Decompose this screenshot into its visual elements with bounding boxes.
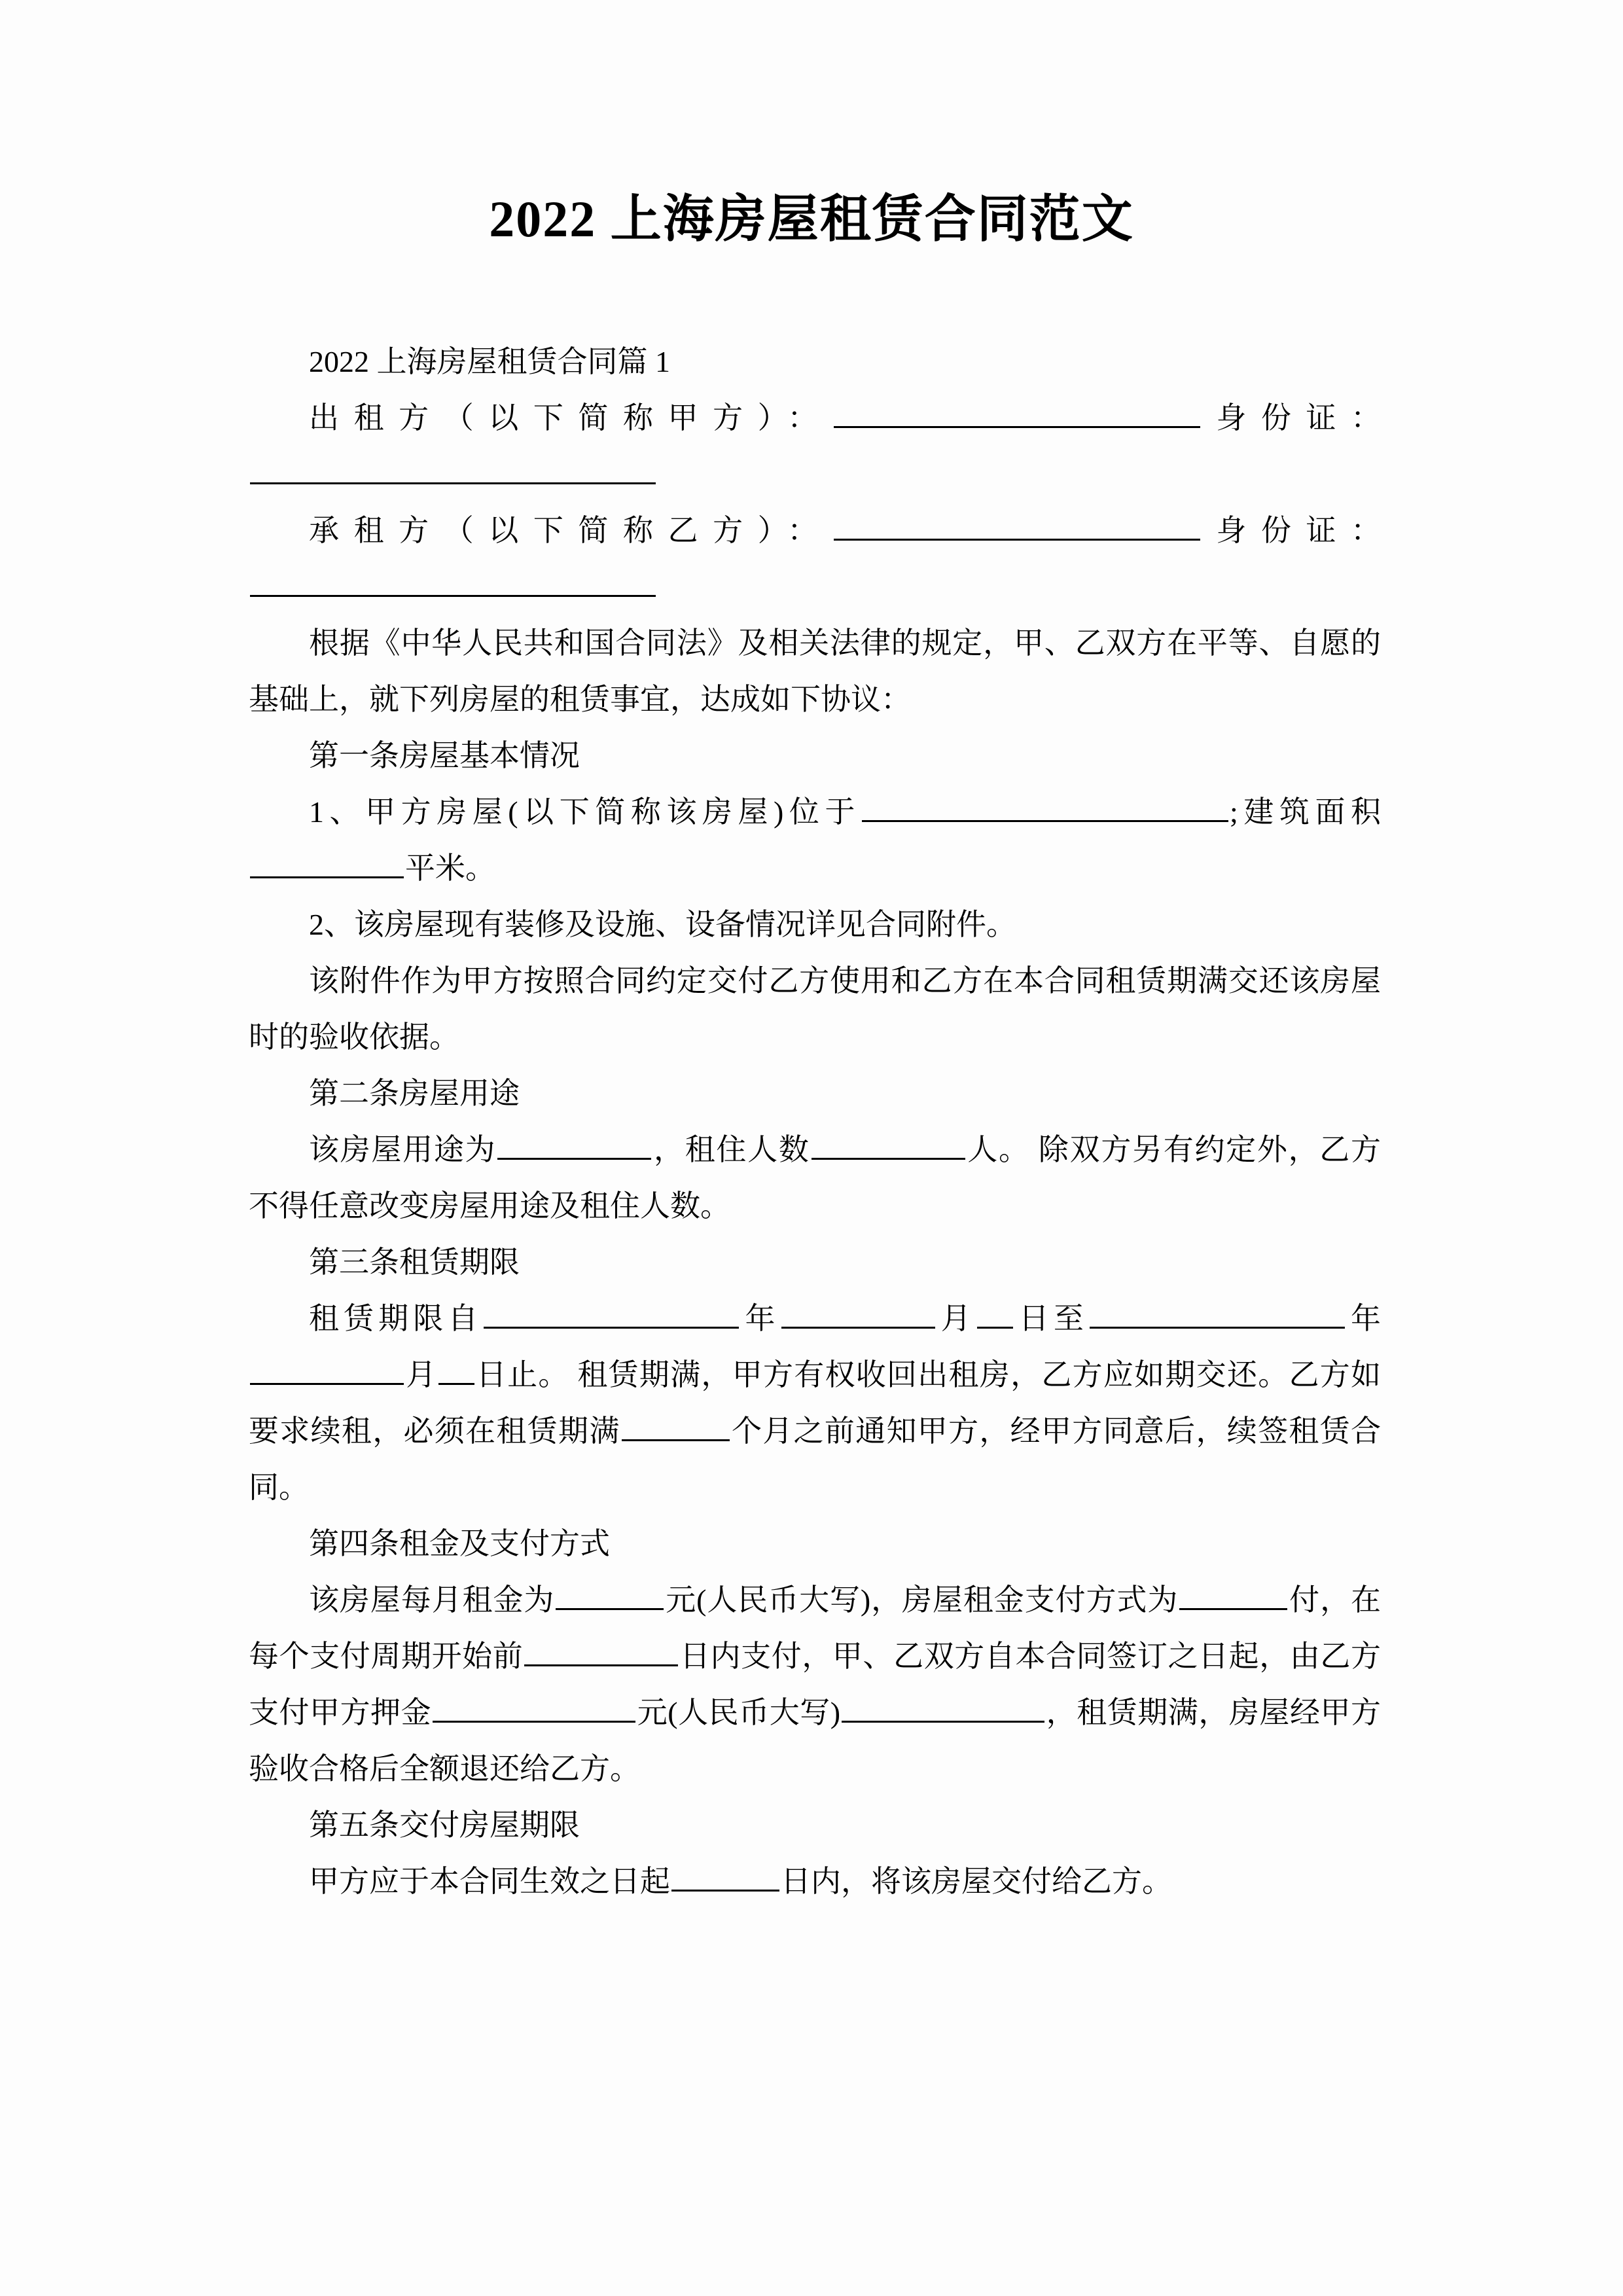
- lessee-label: 承租方（以下简称乙方）：: [309, 513, 832, 547]
- article-1-item-1: [249, 784, 1381, 897]
- property-location-blank[interactable]: [862, 790, 1228, 822]
- lessor-id-blank[interactable]: [250, 452, 656, 484]
- occupant-count-blank[interactable]: [812, 1128, 965, 1160]
- article-3-text-a: 租赁期限自: [309, 1301, 483, 1335]
- article-3-text-h: 个月之前通知甲方，经甲方同意后，续签租赁合同。: [249, 1414, 1382, 1504]
- article-4-text-a: 该房屋每月租金为: [309, 1583, 555, 1617]
- article-1-item-2: [249, 897, 1381, 953]
- subtitle-text: 2022 上海房屋租赁合同篇 1: [309, 344, 670, 378]
- article-2-body: [249, 1122, 1381, 1234]
- lessor-id-blank-line: [249, 446, 1381, 503]
- article-1-item-2-text: 2、该房屋现有装修及设施、设备情况详见合同附件。: [309, 907, 1016, 941]
- article-5-heading-text: 第五条交付房屋期限: [309, 1808, 580, 1842]
- article-3-text-b: 年: [740, 1301, 780, 1335]
- delivery-days-blank[interactable]: [671, 1859, 779, 1892]
- lessee-id-blank[interactable]: [250, 565, 656, 597]
- article-2-heading: [249, 1066, 1381, 1122]
- article-3-text-c: 月: [936, 1301, 976, 1335]
- subtitle-line: [249, 334, 1381, 390]
- article-3-text-d: 日至: [1014, 1301, 1088, 1335]
- article-3-text-e: 年: [1346, 1301, 1382, 1335]
- article-4-heading-text: 第四条租金及支付方式: [309, 1526, 610, 1560]
- lease-start-year-blank[interactable]: [484, 1297, 739, 1329]
- lessor-line: [249, 390, 1381, 446]
- article-4-body: [249, 1572, 1381, 1797]
- article-1-item-1-text-a: 1、甲方房屋(以下简称该房屋)位于: [309, 795, 861, 829]
- deposit-amount-blank[interactable]: [433, 1691, 635, 1723]
- page-title: 2022 上海房屋租赁合同范文: [489, 190, 1134, 247]
- lessor-label: 出租方（以下简称甲方）：: [309, 401, 832, 435]
- article-2-text-c: 人。 除双方另有约定外，乙方不得任意改变房屋用途及租住人数。: [249, 1132, 1382, 1223]
- lease-start-day-blank[interactable]: [977, 1297, 1013, 1329]
- article-2-text-a: 该房屋用途为: [309, 1132, 497, 1166]
- article-1-item-2-note-text: 该附件作为甲方按照合同约定交付乙方使用和乙方在本合同租赁期满交还该房屋时的验收依据。: [249, 963, 1381, 1054]
- article-3-heading: [249, 1234, 1381, 1291]
- deposit-amount-words-blank[interactable]: [842, 1691, 1044, 1723]
- lease-end-year-blank[interactable]: [1090, 1297, 1345, 1329]
- article-4-text-e: 元(人民币大写): [637, 1695, 841, 1729]
- article-3-body: [249, 1291, 1381, 1516]
- article-3-text-g: 日止。 租赁期满，甲方有权收回出租房，乙方应如期交还。乙方如要求续租，必须在租赁期满: [249, 1357, 1381, 1448]
- article-2-text-b: ，租住人数: [652, 1132, 810, 1166]
- lease-end-month-blank[interactable]: [250, 1353, 404, 1385]
- preamble-paragraph: [249, 615, 1381, 728]
- preamble-text: 根据《中华人民共和国合同法》及相关法律的规定，甲、乙双方在平等、自愿的基础上，就下列房屋的租赁事宜，达成如下协议：: [249, 626, 1381, 716]
- article-4-text-f: ，租赁期满，房屋经甲方验收合格后全额退还给乙方。: [249, 1695, 1382, 1785]
- article-1-heading: [249, 728, 1381, 784]
- article-1-item-1-text-b: ;建筑面积: [1230, 795, 1382, 829]
- article-5-text-a: 甲方应于本合同生效之日起: [309, 1864, 670, 1898]
- article-1-item-1-text-c: 平米。: [405, 851, 495, 885]
- lessee-line: [249, 503, 1381, 559]
- article-1-item-2-note: [249, 953, 1381, 1066]
- lessor-name-blank[interactable]: [834, 396, 1200, 428]
- article-4-text-d: 日内支付，甲、乙双方自本合同签订之日起，由乙方支付甲方押金: [249, 1639, 1381, 1729]
- lessee-id-label: 身份证：: [1201, 513, 1381, 547]
- article-3-text-f: 月: [405, 1357, 437, 1391]
- article-3-heading-text: 第三条租赁期限: [309, 1245, 520, 1279]
- lease-start-month-blank[interactable]: [781, 1297, 935, 1329]
- monthly-rent-blank[interactable]: [556, 1578, 664, 1610]
- payment-method-blank[interactable]: [1179, 1578, 1287, 1610]
- property-usage-blank[interactable]: [497, 1128, 651, 1160]
- payment-days-blank[interactable]: [524, 1634, 678, 1666]
- document-body: [249, 334, 1381, 1910]
- lease-end-day-blank[interactable]: [438, 1353, 474, 1385]
- lessee-name-blank[interactable]: [834, 509, 1200, 541]
- article-5-text-b: 日内，将该房屋交付给乙方。: [781, 1864, 1172, 1898]
- article-5-heading: [249, 1797, 1381, 1854]
- article-2-heading-text: 第二条房屋用途: [309, 1076, 520, 1110]
- article-4-heading: [249, 1516, 1381, 1572]
- lessor-id-label: 身份证：: [1201, 401, 1381, 435]
- article-5-body: [249, 1854, 1381, 1910]
- lessee-id-blank-line: [249, 559, 1381, 615]
- article-4-text-b: 元(人民币大写)，房屋租金支付方式为: [665, 1583, 1179, 1617]
- article-1-heading-text: 第一条房屋基本情况: [309, 738, 580, 772]
- renewal-notice-months-blank[interactable]: [622, 1409, 730, 1441]
- article-4-text-c: 付，在每个支付周期开始前: [249, 1583, 1382, 1673]
- property-area-blank[interactable]: [250, 846, 404, 878]
